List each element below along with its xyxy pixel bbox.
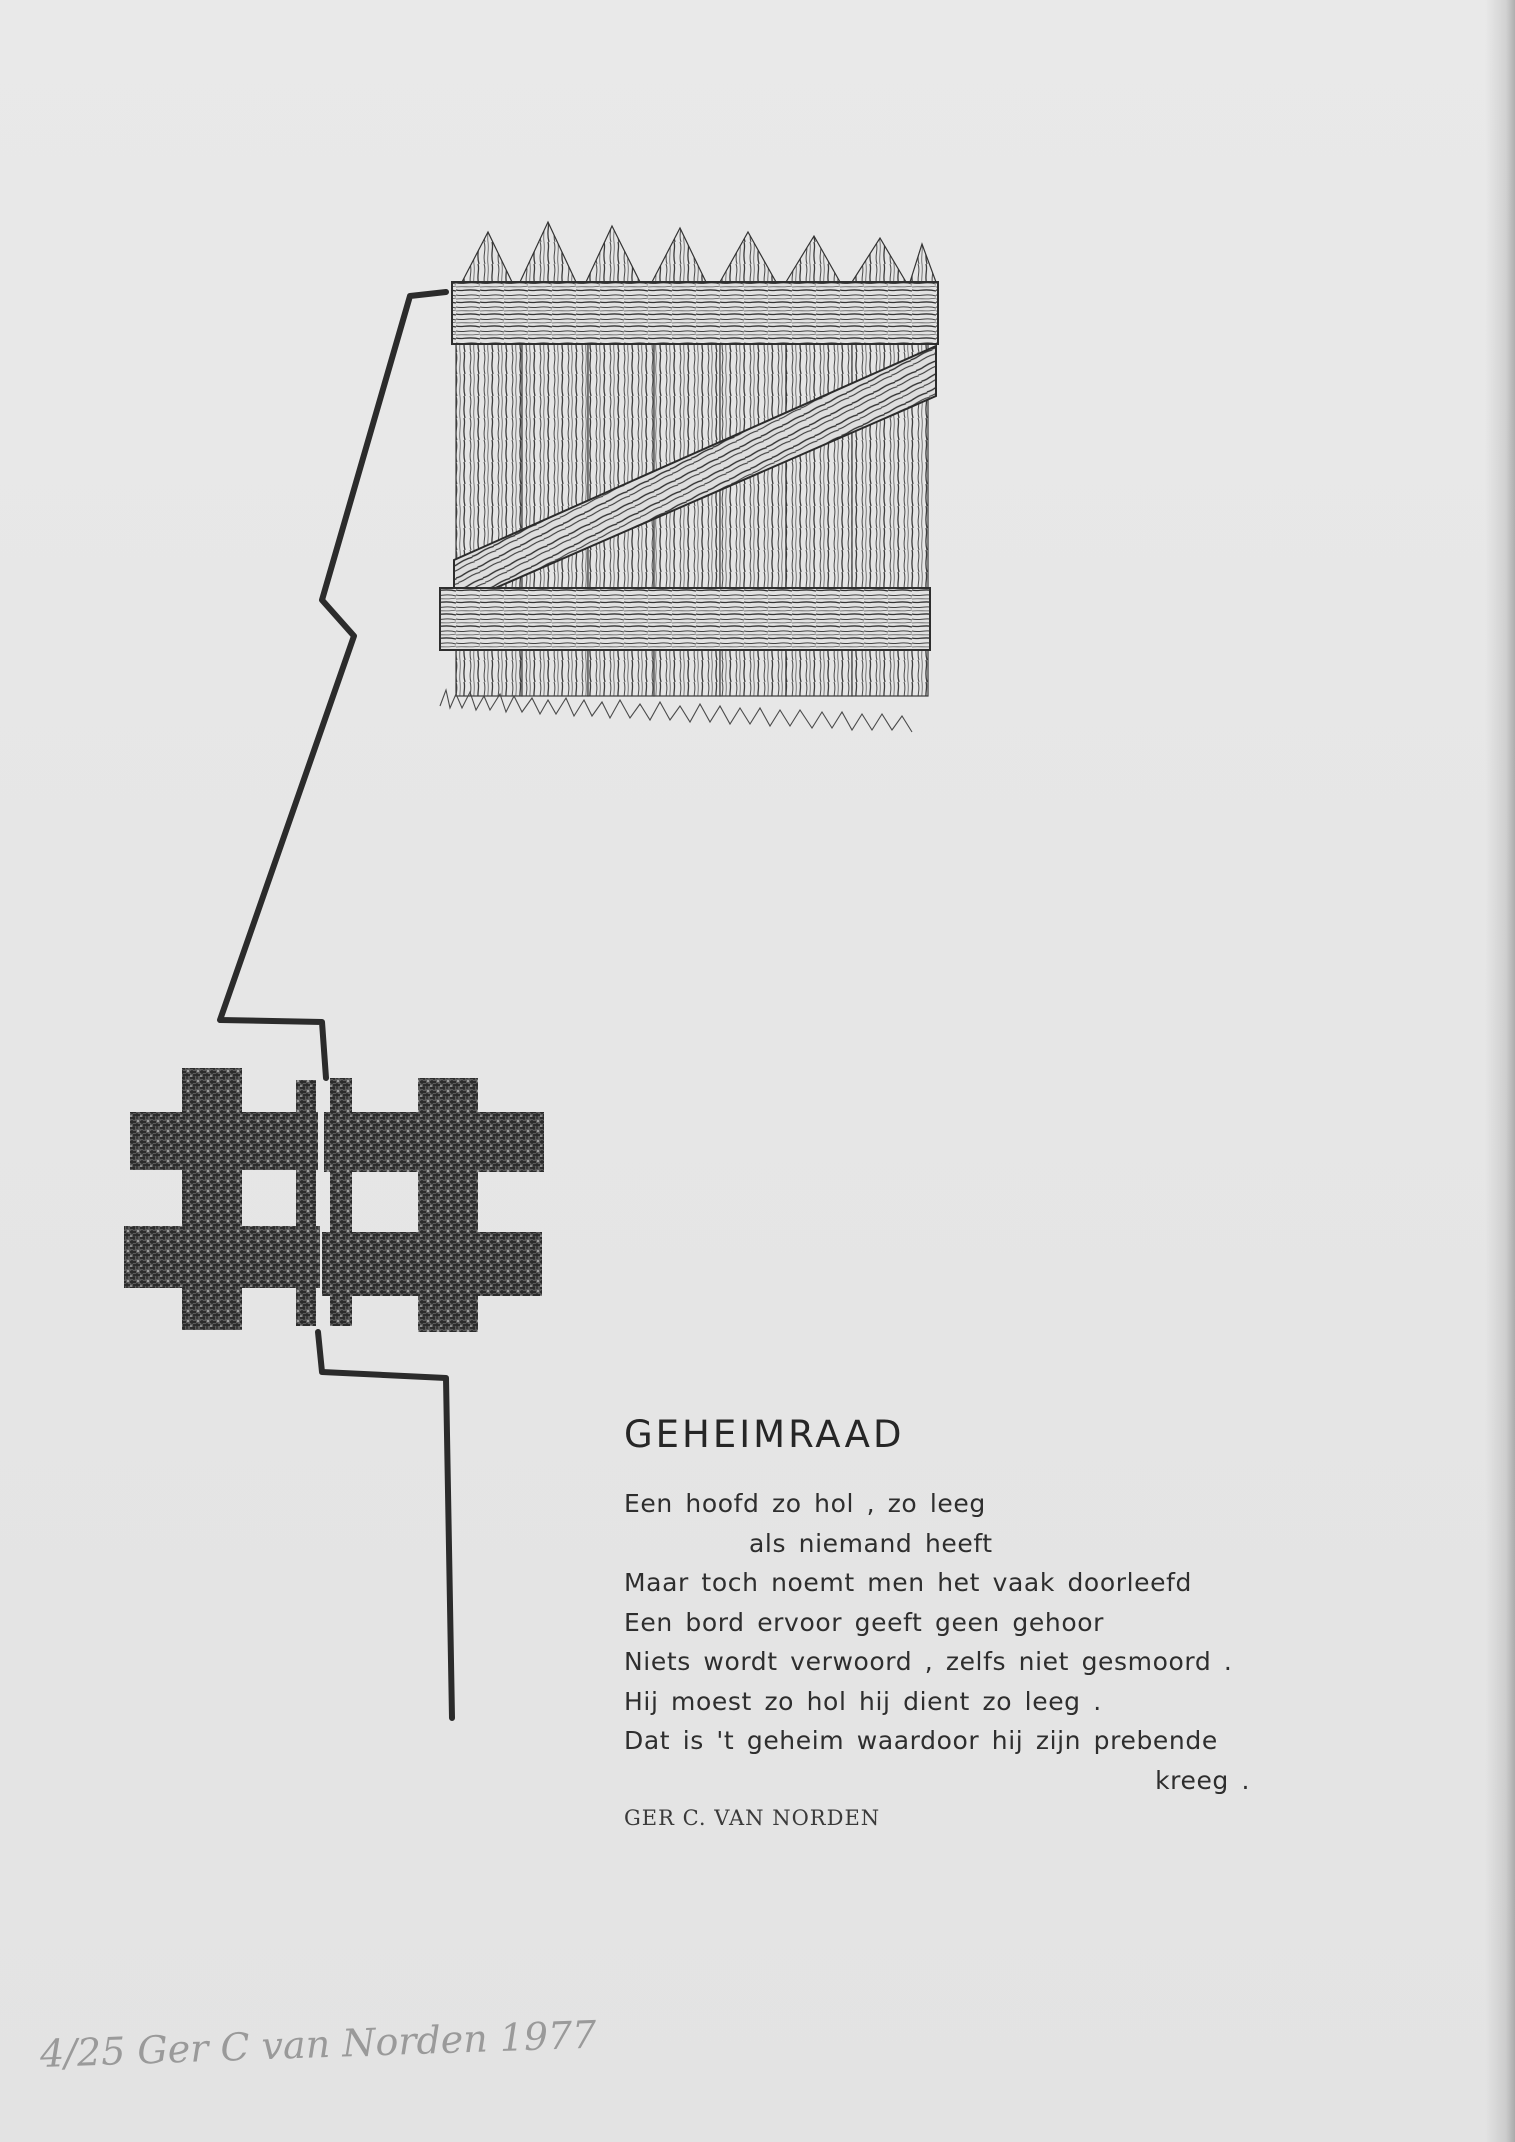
poem-title: GEHEIMRAAD <box>624 1413 905 1456</box>
hash-sign-mouth <box>124 1068 544 1332</box>
fence-bottom-rail <box>440 588 930 650</box>
fence-pickets <box>462 222 936 282</box>
poem-line: Maar toch noemt men het vaak doorleefd <box>624 1568 1192 1597</box>
poem-line: kreeg . <box>1155 1765 1250 1795</box>
poem-line: Een hoofd zo hol , zo leeg <box>624 1489 986 1518</box>
poem-line: Hij moest zo hol hij dient zo leeg . <box>624 1686 1102 1716</box>
handwritten-signature: 4/25 Ger C van Norden 1977 <box>39 2012 598 2076</box>
poem-line: Niets wordt verwoord , zelfs niet gesmoord . <box>624 1647 1233 1676</box>
poem-author: GER C. VAN NORDEN <box>624 1806 881 1830</box>
poem-block <box>624 1413 1264 1830</box>
poem-line: Dat is 't geheim waardoor hij zijn prebende <box>624 1726 1218 1755</box>
profile-line <box>220 292 452 1718</box>
poem-line: als niemand heeft <box>749 1528 993 1558</box>
fence-top-rail <box>452 282 938 344</box>
fence-gate-illustration <box>440 222 938 732</box>
poem-line: Een bord ervoor geeft geen gehoor <box>624 1607 1104 1637</box>
